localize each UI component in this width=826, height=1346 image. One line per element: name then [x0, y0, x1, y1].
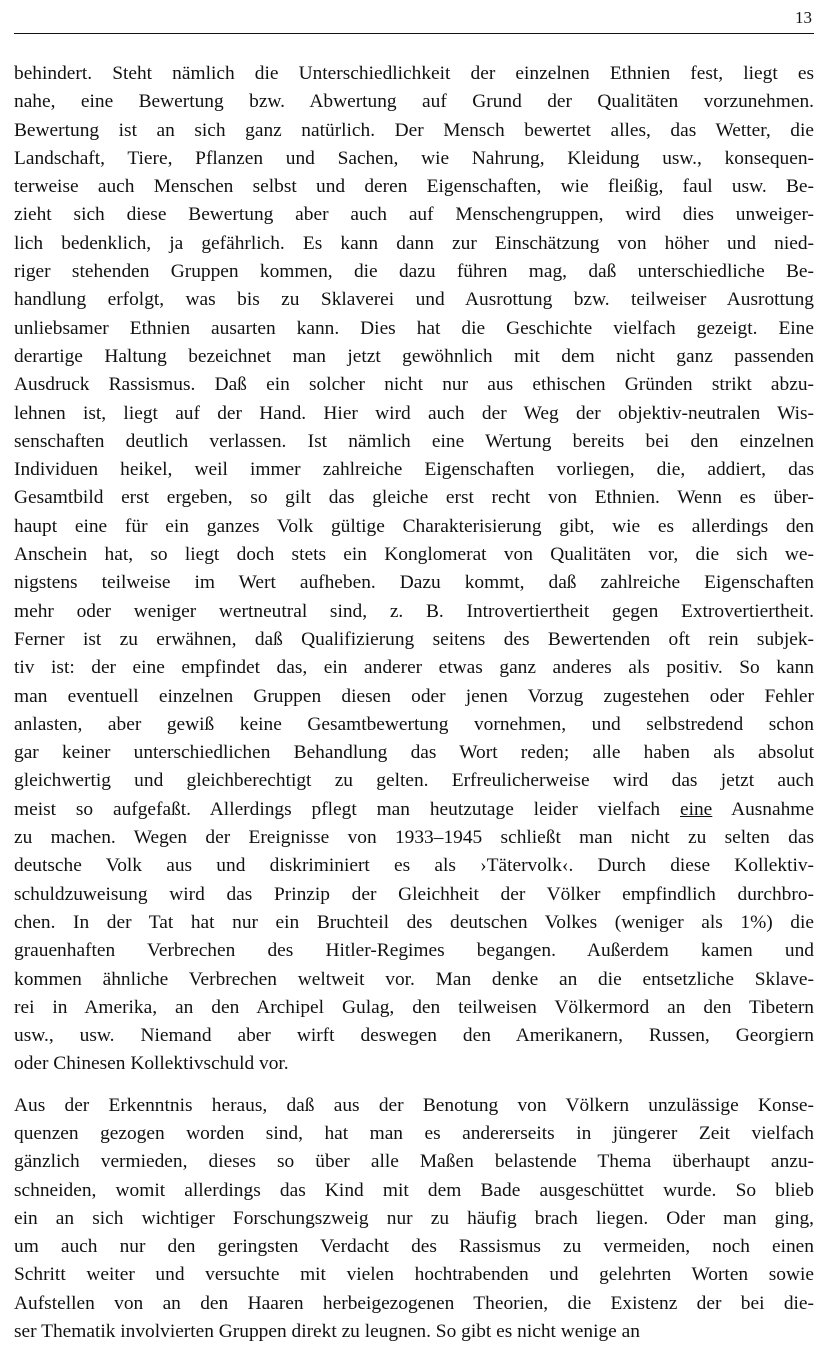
body-text: [14, 60, 814, 1346]
text-line: um auch nur den geringsten Verdacht des Rassismus zu vermeiden, noch einen: [14, 1236, 814, 1258]
text-line: schuldzuweisung wird das Prinzip der Gleichheit der Völker empfindlich durchbro-: [14, 883, 814, 905]
text-line: Anschein hat, so liegt doch stets ein Konglomerat von Qualitäten vor, die sich we-: [14, 544, 814, 566]
text-line: derartige Haltung bezeichnet man jetzt gewöhnlich mit dem nicht ganz passenden: [14, 345, 814, 367]
text-line: zu machen. Wegen der Ereignisse von 1933–1945 schließt man nicht zu selten das: [14, 827, 814, 849]
paragraph-gap: [14, 1079, 814, 1092]
text-line: terweise auch Menschen selbst und deren Eigenschaften, wie fleißig, faul usw. Be-: [14, 176, 814, 198]
text-line: nahe, eine Bewertung bzw. Abwertung auf Grund der Qualitäten vorzunehmen.: [14, 91, 814, 113]
text-segment: meist so aufgefaßt. Allerdings pflegt man heutzutage leider vielfach: [14, 798, 680, 820]
text-line: kommen ähnliche Verbrechen weltweit vor. Man denke an die entsetzliche Sklave-: [14, 968, 814, 990]
text-line: zieht sich diese Bewertung aber auch auf Menschengruppen, wird dies unweiger-: [14, 204, 814, 226]
text-line: grauenhaften Verbrechen des Hitler-Regimes begangen. Außerdem kamen und: [14, 940, 814, 962]
text-line: Individuen heikel, weil immer zahlreiche Eigenschaften vorliegen, die, addiert, das: [14, 459, 814, 481]
text-line: gleichwertig und gleichberechtigt zu gelten. Erfreulicherweise wird das jetzt auch: [14, 770, 814, 792]
text-line: Aufstellen von an den Haaren herbeigezogenen Theorien, die Existenz der bei die-: [14, 1292, 814, 1314]
text-line: mehr oder weniger wertneutral sind, z. B. Introvertiertheit gegen Extrovertiertheit.: [14, 600, 814, 622]
text-line: handlung erfolgt, was bis zu Sklaverei und Ausrottung bzw. teilweiser Ausrottung: [14, 289, 814, 311]
text-line: rei in Amerika, an den Archipel Gulag, den teilweisen Völkermord an den Tibetern: [14, 996, 814, 1018]
text-line: ein an sich wichtiger Forschungszweig nur zu häufig brach liegen. Oder man ging,: [14, 1207, 814, 1229]
text-segment: Ausnahme: [712, 798, 814, 820]
text-line: man eventuell einzelnen Gruppen diesen oder jenen Vorzug zugestehen oder Fehler: [14, 685, 814, 707]
page-number: 13: [795, 8, 812, 27]
text-line: schneiden, womit allerdings das Kind mit dem Bade ausgeschüttet wurde. So blieb: [14, 1179, 814, 1201]
text-line: lich bedenklich, ja gefährlich. Es kann dann zur Einschätzung von höher und nied-: [14, 232, 814, 254]
text-line: haupt eine für ein ganzes Volk gültige Charakterisierung gibt, wie es allerdings den: [14, 515, 814, 537]
text-line: oder Chinesen Kollektivschuld vor.: [14, 1053, 289, 1075]
text-line: nigstens teilweise im Wert aufheben. Dazu kommt, daß zahlreiche Eigenschaften: [14, 572, 814, 594]
text-line: Ferner ist zu erwähnen, daß Qualifizierung seitens des Bewertenden oft rein subjek-: [14, 628, 814, 650]
text-line: Ausdruck Rassismus. Daß ein solcher nicht nur aus ethischen Gründen strikt abzu-: [14, 374, 814, 396]
paragraph: [14, 60, 814, 1079]
paragraph: [14, 1092, 814, 1346]
text-line: chen. In der Tat hat nur ein Bruchteil des deutschen Volkes (weniger als 1%) die: [14, 911, 814, 933]
text-line: lehnen ist, liegt auf der Hand. Hier wird auch der Weg der objektiv-neutralen Wis-: [14, 402, 814, 424]
text-line: anlasten, aber gewiß keine Gesamtbewertung vornehmen, und selbstredend schon: [14, 713, 814, 735]
text-line: gänzlich vermieden, dieses so über alle Maßen belastende Thema überhaupt anzu-: [14, 1151, 814, 1173]
text-line: Aus der Erkenntnis heraus, daß aus der Benotung von Völkern unzulässige Konse-: [14, 1094, 814, 1116]
text-line: Landschaft, Tiere, Pflanzen und Sachen, wie Nahrung, Kleidung usw., konsequen-: [14, 147, 814, 169]
text-line: Gesamtbild erst ergeben, so gilt das gleiche erst recht von Ethnien. Wenn es über-: [14, 487, 814, 509]
text-line: unliebsamer Ethnien ausarten kann. Dies hat die Geschichte vielfach gezeigt. Eine: [14, 317, 814, 339]
text-line: behindert. Steht nämlich die Unterschiedlichkeit der einzelnen Ethnien fest, liegt es: [14, 63, 814, 84]
header-rule: [14, 33, 814, 34]
text-line: Schritt weiter und versuchte mit vielen hochtrabenden und gelehrten Worten sowie: [14, 1264, 814, 1286]
text-line: tiv ist: der eine empfindet das, ein anderer etwas ganz anderes als positiv. So kann: [14, 657, 814, 679]
text-line: ser Thematik involvierten Gruppen direkt zu leugnen. So gibt es nicht wenige an: [14, 1321, 640, 1343]
text-line: riger stehenden Gruppen kommen, die dazu führen mag, daß unterschiedliche Be-: [14, 261, 814, 283]
text-line: [14, 796, 814, 824]
text-line: Bewertung ist an sich ganz natürlich. Der Mensch bewertet alles, das Wetter, die: [14, 119, 814, 141]
text-line: quenzen gezogen worden sind, hat man es andererseits in jüngerer Zeit vielfach: [14, 1122, 814, 1144]
emphasized-word: eine: [679, 798, 713, 820]
text-line: deutsche Volk aus und diskriminiert es als ›Tätervolk‹. Durch diese Kollektiv-: [14, 855, 814, 877]
text-line: usw., usw. Niemand aber wirft deswegen den Amerikanern, Russen, Georgiern: [14, 1025, 814, 1047]
text-line: senschaften deutlich verlassen. Ist nämlich eine Wertung bereits bei den einzelnen: [14, 430, 814, 452]
text-line: gar keiner unterschiedlichen Behandlung das Wort reden; alle haben als absolut: [14, 742, 814, 764]
